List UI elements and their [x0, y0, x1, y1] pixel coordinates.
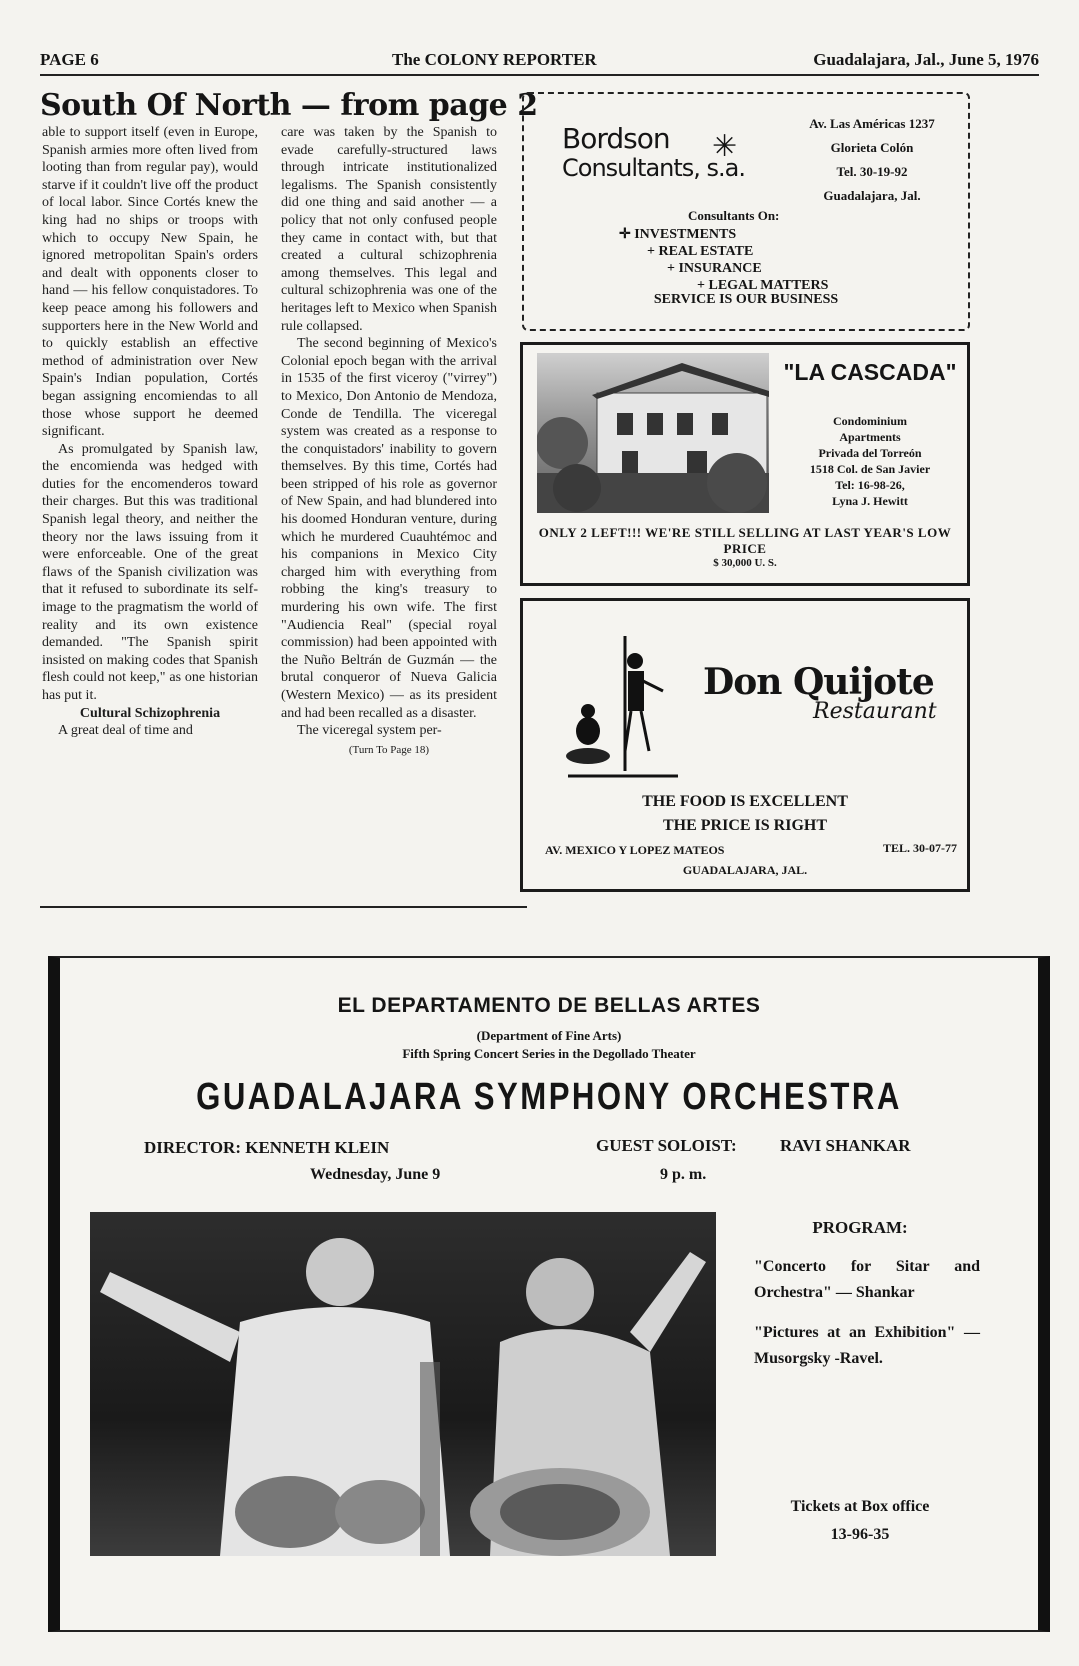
article-headline: South Of North — from page 2: [40, 88, 538, 123]
condominium-photo: [537, 353, 769, 513]
article-paragraph: The second beginning of Mexico's Colonial epoch began with the arrival in 1535 of the first viceroy ("virrey") to Mexico, Don Antonio de Mendoza, Conde de Tendilla. The viceregal system was created as a response to the conquistadors' inability to govern themselves. By this time, Cortés had been stripped of his role as governor of New Spain, and had blundered into his doomed Honduran venture, during which he murdered Cuauhtémoc and his companions in Mexico City charged him with everything from robbing the king's treasury to murdering his own wife. The first "Audiencia Real" (special royal commission) had been appointed with the Nuño Beltrán de Guzmán — the brutal conqueror of Nueva Galicia (Western Mexico) — as its president and had been recalled as a disaster.: [281, 336, 497, 721]
ad-la-cascada: [520, 342, 970, 586]
bordson-tagline: SERVICE IS OUR BUSINESS: [653, 292, 839, 307]
article-rule: [40, 906, 527, 908]
symphony-series: Fifth Spring Concert Series in the Degollado Theater: [402, 1046, 696, 1061]
article-subhead: Cultural Schizophrenia: [79, 705, 221, 721]
program-item-1: "Concerto for Sitar and Orchestra" — Shankar: [754, 1258, 980, 1301]
quijote-subtitle: Restaurant: [813, 699, 937, 724]
ad-bordson: [522, 92, 970, 331]
star-icon: ✳: [712, 130, 738, 163]
quijote-tel: TEL. 30-07-77: [882, 841, 957, 855]
page-number: PAGE 6: [40, 50, 99, 69]
masthead: [40, 48, 1039, 76]
symphony-guest-label: GUEST SOLOIST:: [596, 1136, 737, 1155]
cascada-price: $ 30,000 U. S.: [713, 557, 777, 569]
symphony-title: GUADALAJARA SYMPHONY ORCHESTRA: [196, 1076, 902, 1118]
cascada-name: "LA CASCADA": [783, 359, 957, 385]
don-quijote-illustration: [563, 631, 683, 781]
building-illustration: [537, 353, 769, 513]
program-label: PROGRAM:: [812, 1218, 908, 1237]
ad-symphony: [48, 956, 1050, 1632]
cascada-details: Condominium Apartments Privada del Torreón 1518 Col. de San Javier Tel: 16-98-26, Lyna J. Hewitt: [809, 414, 931, 508]
article-paragraph: able to support itself (even in Europe, Spanish armies more often lived from looting than from regular pay), would starve if it couldn't live off the product of local labor. Since Cortés knew the king had no ships or troops with which to occupy New Spain, he ignored metropolitan Spain's orders and dealt with opponents closer to hand — his fellow conquistadores. To keep peace among his followers and supporters here in the New World and to quickly establish an effective method of administration over New Spain's Indian population, Cortés began assigning encomiendas to all those whose support he deemed significant.: [42, 125, 258, 440]
quijote-line2: THE PRICE IS RIGHT: [662, 817, 828, 834]
bordson-address: Av. Las Américas 1237 Glorieta Colón Tel. 30-19-92 Guadalajara, Jal.: [809, 116, 935, 203]
bordson-logo: Bordson Consultants, s.a. ✳: [562, 122, 746, 182]
bordson-heading: Consultants On:: [688, 208, 780, 223]
dateline: Guadalajara, Jal., June 5, 1976: [813, 50, 1039, 69]
article-column-2: [281, 124, 497, 759]
cascada-promo: ONLY 2 LEFT!!! WE'RE STILL SELLING AT LAST YEAR'S LOW PRICE: [538, 525, 952, 556]
article-paragraph: care was taken by the Spanish to evade carefully-structured laws through intricate institutionalized legalisms. The Spanish consistently did one thing and said another — a policy that not only confused people they came in contact with, but that created a cultural schizophrenia among themselves. This legal and cultural schizophrenia was one of the heritages left to Mexico when Spanish rule collapsed.: [281, 125, 497, 334]
quijote-line1: THE FOOD IS EXCELLENT: [642, 793, 848, 810]
program-item-2: "Pictures at an Exhibition" — Musorgsky -Ravel.: [754, 1324, 980, 1367]
symphony-director: DIRECTOR: KENNETH KLEIN: [144, 1138, 390, 1157]
quijote-city: GUADALAJARA, JAL.: [682, 863, 808, 877]
performers-illustration: [90, 1212, 716, 1556]
symphony-dept: EL DEPARTAMENTO DE BELLAS ARTES: [337, 994, 761, 1017]
article-column-1: [42, 124, 258, 740]
symphony-guest: RAVI SHANKAR: [780, 1136, 911, 1155]
article-paragraph: As promulgated by Spanish law, the encomienda was hedged with duties for the encomenderos toward their charges. But this was traditional Spanish legal theory, and neither the theory nor the laws issuing from it were enforceable. One of the great flaws of the Spanish civilization was that it refused to subordinate its self-image to the pragmatism the world of reality and its own existence demanded. "The Spanish spirit insisted on making codes that Spanish flesh could not keep," as one historian has put it.: [42, 441, 258, 703]
quijote-name: Don Quijote: [703, 661, 934, 703]
article-paragraph: The viceregal system per-: [297, 723, 442, 739]
ad-don-quijote: [520, 598, 970, 892]
article-paragraph: A great deal of time and: [58, 723, 193, 739]
newspaper-name: The COLONY REPORTER: [392, 50, 597, 69]
performers-photo: [90, 1212, 716, 1556]
bordson-services: ✛ INVESTMENTS + REAL ESTATE + INSURANCE + LEGAL MATTERS: [619, 227, 829, 293]
symphony-dept-en: (Department of Fine Arts): [476, 1028, 622, 1043]
continued-note: (Turn To Page 18): [348, 743, 430, 756]
tickets-label: Tickets at Box office: [790, 1498, 930, 1515]
symphony-time: 9 p. m.: [660, 1166, 707, 1183]
symphony-date: Wednesday, June 9: [310, 1166, 441, 1183]
quijote-address: AV. MEXICO Y LOPEZ MATEOS: [545, 843, 725, 857]
tickets-phone: 13-96-35: [830, 1526, 890, 1543]
